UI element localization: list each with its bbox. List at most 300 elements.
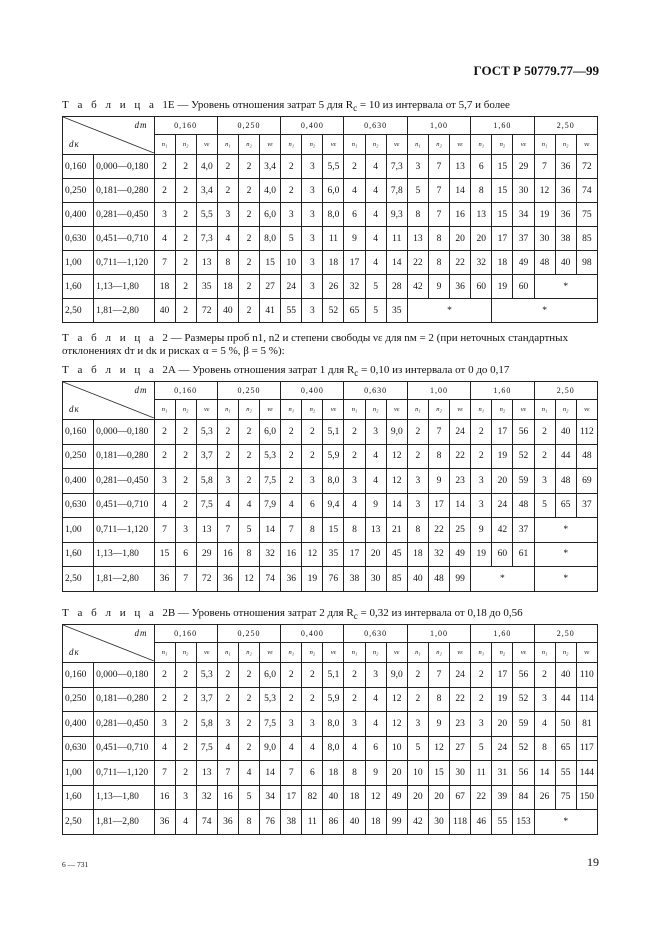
range-cell: 1,13—1,80 <box>94 275 154 299</box>
merged-star-cell: * <box>471 567 534 592</box>
value-cell: 2 <box>217 663 238 688</box>
value-cell: 8 <box>428 227 449 251</box>
range-cell: 0,451—0,710 <box>94 736 154 761</box>
interval-header: 1,60 <box>471 117 534 135</box>
dk-cell: 2,50 <box>63 299 94 323</box>
value-cell: 20 <box>386 761 407 786</box>
value-cell: 85 <box>386 567 407 592</box>
value-cell: 49 <box>450 542 471 567</box>
value-cell: 5 <box>407 179 428 203</box>
value-cell: 3 <box>217 469 238 494</box>
dk-cell: 0,160 <box>63 420 94 445</box>
interval-header: 0,400 <box>281 382 344 400</box>
value-cell: 7,5 <box>260 469 281 494</box>
range-cell: 0,181—0,280 <box>94 444 154 469</box>
sub-header: n₂ <box>555 400 576 420</box>
value-cell: 7 <box>154 518 175 543</box>
value-cell: 2 <box>238 251 259 275</box>
range-cell: 0,000—0,180 <box>94 420 154 445</box>
value-cell: 7 <box>428 203 449 227</box>
value-cell: 19 <box>492 444 513 469</box>
sub-header: n₁ <box>471 400 492 420</box>
value-cell: 4 <box>365 251 386 275</box>
value-cell: 2 <box>344 663 365 688</box>
value-cell: 8 <box>407 518 428 543</box>
corner-cell <box>63 625 155 663</box>
value-cell: 34 <box>513 203 534 227</box>
range-cell: 0,711—1,120 <box>94 251 154 275</box>
value-cell: 7,9 <box>260 493 281 518</box>
value-cell: 98 <box>576 251 597 275</box>
value-cell: 8 <box>534 736 555 761</box>
value-cell: 14 <box>386 251 407 275</box>
value-cell: 40 <box>555 420 576 445</box>
value-cell: 7 <box>175 567 196 592</box>
value-cell: 40 <box>154 299 175 323</box>
dk-cell: 0,630 <box>63 736 94 761</box>
value-cell: 2 <box>471 420 492 445</box>
value-cell: 19 <box>534 203 555 227</box>
value-cell: 2 <box>407 444 428 469</box>
value-cell: 67 <box>450 785 471 810</box>
value-cell: 2 <box>175 663 196 688</box>
dk-cell: 0,250 <box>63 179 94 203</box>
interval-header: 0,630 <box>344 382 407 400</box>
value-cell: 12 <box>365 785 386 810</box>
interval-header: 1,00 <box>407 117 470 135</box>
value-cell: 14 <box>450 493 471 518</box>
value-cell: 24 <box>492 736 513 761</box>
interval-header: 2,50 <box>534 117 598 135</box>
value-cell: 2 <box>217 687 238 712</box>
sub-header: n₁ <box>217 135 238 155</box>
value-cell: 36 <box>217 810 238 835</box>
value-cell: 46 <box>471 810 492 835</box>
value-cell: 20 <box>407 785 428 810</box>
value-cell: 99 <box>386 810 407 835</box>
value-cell: 22 <box>407 251 428 275</box>
value-cell: 3 <box>302 469 323 494</box>
value-cell: 4 <box>217 736 238 761</box>
value-cell: 20 <box>450 227 471 251</box>
dk-cell: 2,50 <box>63 567 94 592</box>
sub-header: n₂ <box>238 643 259 663</box>
sub-header: νε <box>576 643 597 663</box>
value-cell: 22 <box>450 687 471 712</box>
value-cell: 49 <box>386 785 407 810</box>
sub-header: n₂ <box>428 400 449 420</box>
value-cell: 3 <box>407 493 428 518</box>
interval-header: 2,50 <box>534 382 598 400</box>
interval-header: 2,50 <box>534 625 598 643</box>
dk-cell: 1,60 <box>63 275 94 299</box>
value-cell: 20 <box>428 785 449 810</box>
value-cell: 8 <box>428 687 449 712</box>
value-cell: 10 <box>281 251 302 275</box>
value-cell: 7 <box>428 155 449 179</box>
value-cell: 3 <box>302 275 323 299</box>
value-cell: 2 <box>238 275 259 299</box>
sub-header: νε <box>196 135 217 155</box>
value-cell: 7 <box>428 663 449 688</box>
value-cell: 42 <box>407 275 428 299</box>
value-cell: 4 <box>365 469 386 494</box>
value-cell: 74 <box>260 567 281 592</box>
value-cell: 5,1 <box>323 663 344 688</box>
value-cell: 24 <box>281 275 302 299</box>
dk-cell: 0,630 <box>63 227 94 251</box>
value-cell: 2 <box>154 687 175 712</box>
value-cell: 2 <box>175 687 196 712</box>
value-cell: 36 <box>555 179 576 203</box>
value-cell: 13 <box>196 761 217 786</box>
value-cell: 4 <box>365 179 386 203</box>
sub-header: n₁ <box>344 643 365 663</box>
range-cell: 0,281—0,450 <box>94 203 154 227</box>
value-cell: 23 <box>450 469 471 494</box>
value-cell: 6 <box>471 155 492 179</box>
value-cell: 13 <box>196 518 217 543</box>
value-cell: 12 <box>386 444 407 469</box>
value-cell: 2 <box>302 663 323 688</box>
value-cell: 7,3 <box>196 227 217 251</box>
value-cell: 7,3 <box>386 155 407 179</box>
value-cell: 19 <box>302 567 323 592</box>
value-cell: 4 <box>365 687 386 712</box>
table-row <box>63 444 598 469</box>
merged-star-cell: * <box>534 810 598 835</box>
value-cell: 2 <box>217 155 238 179</box>
value-cell: 110 <box>576 663 597 688</box>
value-cell: 3 <box>407 469 428 494</box>
table-row <box>63 663 598 688</box>
value-cell: 2 <box>175 155 196 179</box>
sub-header: νε <box>576 135 597 155</box>
range-cell: 0,181—0,280 <box>94 687 154 712</box>
dk-cell: 0,630 <box>63 493 94 518</box>
value-cell: 3 <box>407 712 428 737</box>
value-cell: 2 <box>175 420 196 445</box>
value-cell: 118 <box>450 810 471 835</box>
value-cell: 40 <box>217 299 238 323</box>
value-cell: 2 <box>217 420 238 445</box>
value-cell: 15 <box>260 251 281 275</box>
value-cell: 2 <box>344 444 365 469</box>
value-cell: 4 <box>344 493 365 518</box>
value-cell: 24 <box>450 420 471 445</box>
sub-header: n₁ <box>281 400 302 420</box>
value-cell: 55 <box>281 299 302 323</box>
sub-header: νε <box>450 400 471 420</box>
value-cell: 5 <box>238 518 259 543</box>
range-cell: 0,181—0,280 <box>94 179 154 203</box>
value-cell: 22 <box>471 785 492 810</box>
document-header: ГОСТ Р 50779.77—99 <box>473 63 599 78</box>
value-cell: 52 <box>513 736 534 761</box>
value-cell: 2 <box>407 663 428 688</box>
value-cell: 15 <box>154 542 175 567</box>
value-cell: 6,0 <box>260 203 281 227</box>
range-cell: 1,81—2,80 <box>94 810 154 835</box>
value-cell: 4 <box>281 736 302 761</box>
value-cell: 31 <box>492 761 513 786</box>
value-cell: 2 <box>238 736 259 761</box>
dk-cell: 0,160 <box>63 663 94 688</box>
value-cell: 8 <box>217 251 238 275</box>
value-cell: 2 <box>154 155 175 179</box>
dk-label: dк <box>69 139 80 149</box>
value-cell: 27 <box>450 736 471 761</box>
value-cell: 8,0 <box>323 736 344 761</box>
value-cell: 2 <box>281 420 302 445</box>
value-cell: 32 <box>428 542 449 567</box>
value-cell: 5 <box>407 736 428 761</box>
value-cell: 30 <box>513 179 534 203</box>
value-cell: 2 <box>238 299 259 323</box>
value-cell: 4 <box>154 227 175 251</box>
interval-header: 0,250 <box>217 382 280 400</box>
value-cell: 36 <box>154 810 175 835</box>
sub-header: n₂ <box>175 643 196 663</box>
value-cell: 5 <box>281 227 302 251</box>
value-cell: 5 <box>365 299 386 323</box>
value-cell: 2 <box>175 712 196 737</box>
sub-header: νε <box>323 643 344 663</box>
value-cell: 15 <box>323 518 344 543</box>
value-cell: 5,3 <box>196 663 217 688</box>
sub-header: n₂ <box>365 643 386 663</box>
value-cell: 42 <box>407 810 428 835</box>
value-cell: 2 <box>175 736 196 761</box>
value-cell: 56 <box>513 761 534 786</box>
value-cell: 18 <box>154 275 175 299</box>
sub-header: n₁ <box>281 643 302 663</box>
value-cell: 72 <box>196 299 217 323</box>
value-cell: 5 <box>238 785 259 810</box>
value-cell: 2 <box>154 444 175 469</box>
sub-header: n₁ <box>154 135 175 155</box>
value-cell: 8 <box>238 810 259 835</box>
value-cell: 2 <box>217 179 238 203</box>
value-cell: 7,5 <box>196 493 217 518</box>
dk-cell: 2,50 <box>63 810 94 835</box>
value-cell: 8 <box>471 179 492 203</box>
value-cell: 29 <box>513 155 534 179</box>
value-cell: 60 <box>471 275 492 299</box>
value-cell: 3 <box>175 518 196 543</box>
value-cell: 14 <box>534 761 555 786</box>
value-cell: 65 <box>555 493 576 518</box>
value-cell: 2 <box>344 420 365 445</box>
value-cell: 17 <box>344 251 365 275</box>
value-cell: 3 <box>302 179 323 203</box>
value-cell: 8 <box>344 761 365 786</box>
table-row <box>63 275 598 299</box>
value-cell: 52 <box>513 444 534 469</box>
range-cell: 0,281—0,450 <box>94 712 154 737</box>
value-cell: 2 <box>238 179 259 203</box>
value-cell: 4 <box>281 493 302 518</box>
value-cell: 52 <box>513 687 534 712</box>
value-cell: 32 <box>196 785 217 810</box>
value-cell: 4 <box>154 493 175 518</box>
value-cell: 2 <box>238 203 259 227</box>
range-cell: 0,281—0,450 <box>94 469 154 494</box>
value-cell: 13 <box>196 251 217 275</box>
sub-header: νε <box>386 643 407 663</box>
value-cell: 3,7 <box>196 687 217 712</box>
value-cell: 12 <box>386 687 407 712</box>
sub-header: n₁ <box>534 135 555 155</box>
value-cell: 48 <box>576 444 597 469</box>
table-row <box>63 179 598 203</box>
value-cell: 6,0 <box>260 663 281 688</box>
value-cell: 22 <box>428 518 449 543</box>
sub-header: n₂ <box>302 643 323 663</box>
sub-header: n₂ <box>302 135 323 155</box>
sub-header: νε <box>260 643 281 663</box>
value-cell: 18 <box>407 542 428 567</box>
value-cell: 5,8 <box>196 712 217 737</box>
sub-header: n₂ <box>428 643 449 663</box>
range-cell: 0,000—0,180 <box>94 155 154 179</box>
value-cell: 4 <box>365 155 386 179</box>
value-cell: 25 <box>450 518 471 543</box>
value-cell: 38 <box>281 810 302 835</box>
value-cell: 15 <box>492 179 513 203</box>
value-cell: 2 <box>534 444 555 469</box>
value-cell: 30 <box>365 567 386 592</box>
value-cell: 4,0 <box>260 179 281 203</box>
value-cell: 144 <box>576 761 597 786</box>
sub-header: n₁ <box>471 135 492 155</box>
table-row <box>63 299 598 323</box>
sub-header: n₁ <box>344 135 365 155</box>
value-cell: 13 <box>407 227 428 251</box>
value-cell: 11 <box>302 810 323 835</box>
value-cell: 2 <box>175 251 196 275</box>
value-cell: 2 <box>281 155 302 179</box>
sub-header: n₂ <box>492 400 513 420</box>
sub-header: n₁ <box>534 400 555 420</box>
merged-star-cell: * <box>534 518 598 543</box>
value-cell: 2 <box>238 712 259 737</box>
value-cell: 8,0 <box>323 712 344 737</box>
range-cell: 1,81—2,80 <box>94 299 154 323</box>
value-cell: 2 <box>281 444 302 469</box>
value-cell: 40 <box>344 810 365 835</box>
value-cell: 10 <box>407 761 428 786</box>
interval-header: 1,60 <box>471 625 534 643</box>
dk-cell: 0,400 <box>63 203 94 227</box>
value-cell: 3 <box>175 785 196 810</box>
value-cell: 26 <box>534 785 555 810</box>
value-cell: 3 <box>217 203 238 227</box>
interval-header: 0,160 <box>154 117 217 135</box>
value-cell: 3 <box>154 469 175 494</box>
value-cell: 86 <box>323 810 344 835</box>
sub-header: n₁ <box>534 643 555 663</box>
sub-header: νε <box>513 400 534 420</box>
value-cell: 45 <box>386 542 407 567</box>
value-cell: 2 <box>238 420 259 445</box>
range-cell: 1,13—1,80 <box>94 785 154 810</box>
value-cell: 55 <box>555 761 576 786</box>
value-cell: 74 <box>196 810 217 835</box>
interval-header: 0,630 <box>344 625 407 643</box>
table-1e <box>62 116 598 323</box>
value-cell: 3 <box>344 712 365 737</box>
value-cell: 2 <box>238 155 259 179</box>
sub-header: n₁ <box>407 643 428 663</box>
value-cell: 6 <box>302 493 323 518</box>
value-cell: 3 <box>365 420 386 445</box>
value-cell: 6 <box>302 761 323 786</box>
value-cell: 2 <box>238 687 259 712</box>
table-row <box>63 203 598 227</box>
table-2a <box>62 381 598 592</box>
value-cell: 4 <box>365 203 386 227</box>
value-cell: 2 <box>471 444 492 469</box>
value-cell: 10 <box>386 736 407 761</box>
sub-header: n₂ <box>175 400 196 420</box>
sub-header: n₂ <box>365 400 386 420</box>
value-cell: 6 <box>344 203 365 227</box>
value-cell: 2 <box>534 420 555 445</box>
table-row <box>63 687 598 712</box>
dk-cell: 0,400 <box>63 712 94 737</box>
value-cell: 2 <box>238 469 259 494</box>
value-cell: 4 <box>217 227 238 251</box>
range-cell: 0,451—0,710 <box>94 227 154 251</box>
table-2a-caption: Т а б л и ц а 2А — Уровень отношения затрат 1 для $R_c = 0,10$ из интервала от 0 до 0,17 <box>62 364 510 379</box>
value-cell: 16 <box>281 542 302 567</box>
value-cell: 2 <box>302 420 323 445</box>
range-cell: 0,711—1,120 <box>94 761 154 786</box>
value-cell: 2 <box>302 687 323 712</box>
value-cell: 2 <box>471 687 492 712</box>
value-cell: 8 <box>302 518 323 543</box>
dk-label: dк <box>69 404 80 414</box>
sub-header: n₂ <box>492 643 513 663</box>
value-cell: 3,4 <box>196 179 217 203</box>
dt-label: dт <box>134 385 148 395</box>
value-cell: 61 <box>513 542 534 567</box>
value-cell: 3 <box>154 203 175 227</box>
value-cell: 2 <box>281 469 302 494</box>
value-cell: 9 <box>428 275 449 299</box>
merged-star-cell: * <box>534 567 598 592</box>
value-cell: 2 <box>175 469 196 494</box>
value-cell: 3 <box>471 712 492 737</box>
interval-header: 0,160 <box>154 382 217 400</box>
value-cell: 15 <box>428 761 449 786</box>
value-cell: 72 <box>196 567 217 592</box>
value-cell: 17 <box>428 493 449 518</box>
value-cell: 2 <box>175 761 196 786</box>
value-cell: 44 <box>555 444 576 469</box>
value-cell: 7 <box>154 761 175 786</box>
value-cell: 27 <box>260 275 281 299</box>
value-cell: 76 <box>260 810 281 835</box>
value-cell: 2 <box>238 444 259 469</box>
value-cell: 12 <box>386 469 407 494</box>
value-cell: 4 <box>154 736 175 761</box>
interval-header: 0,400 <box>281 117 344 135</box>
value-cell: 4 <box>238 761 259 786</box>
value-cell: 11 <box>323 227 344 251</box>
value-cell: 37 <box>576 493 597 518</box>
